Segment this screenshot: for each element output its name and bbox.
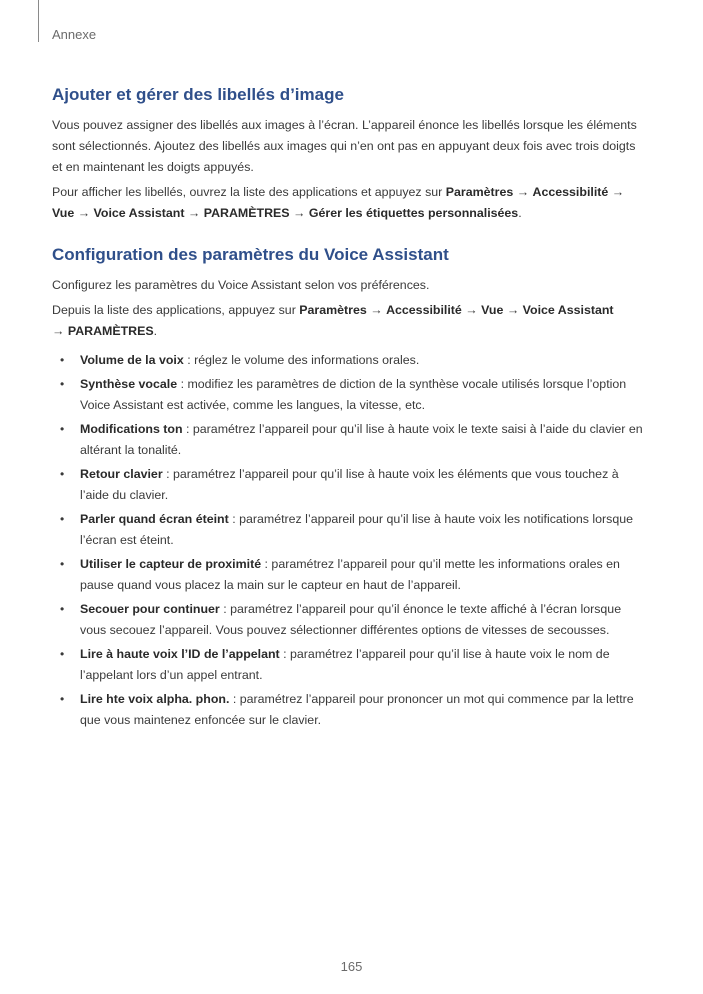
item-description: : réglez le volume des informations orales. [183, 353, 420, 367]
path-step: PARAMÈTRES [203, 206, 290, 220]
navigation-path-paragraph [52, 182, 648, 224]
navigation-path-paragraph [52, 300, 648, 342]
section-title-image-labels: Ajouter et gérer des libellés d’image [52, 85, 344, 104]
item-term: Retour clavier [80, 467, 163, 481]
path-step: Gérer les étiquettes personnalisées [308, 206, 519, 220]
item-term: Synthèse vocale [80, 377, 178, 391]
path-step: Voice Assistant [522, 303, 614, 317]
item-description: : paramétrez l’appareil pour prononcer un mot qui commence par la lettre que vous maintenez enfoncée sur le clavier. [80, 692, 634, 727]
path-step: Vue [481, 303, 504, 317]
list-item [52, 599, 648, 641]
arrow: → [52, 324, 68, 338]
path-intro: Depuis la liste des applications, appuyez sur [52, 303, 300, 317]
arrow: → [461, 303, 482, 317]
list-item [52, 350, 648, 371]
bullet: • [60, 557, 65, 571]
list-item [52, 419, 648, 461]
page-number: 165 [340, 959, 363, 974]
running-header: Annexe [52, 27, 97, 42]
item-term: Lire hte voix alpha. phon. [80, 692, 230, 706]
item-term: Lire à haute voix l’ID de l’appelant [80, 647, 280, 661]
arrow: → [366, 303, 387, 317]
path-intro: Pour afficher les libellés, ouvrez la liste des applications et appuyez sur [52, 185, 446, 199]
bullet: • [60, 692, 65, 706]
item-description: : paramétrez l’appareil pour qu’il lise à haute voix le texte saisi à l’aide du clavier en altérant la tonalité. [80, 422, 643, 457]
item-term: Secouer pour continuer [80, 602, 220, 616]
item-term: Parler quand écran éteint [80, 512, 229, 526]
arrow: → [289, 206, 309, 220]
item-description: : paramétrez l’appareil pour qu’il énonce le texte affiché à l’écran lorsque vous secouez l’appareil. Vous pouvez sélectionner différentes options de vitesses de secousses. [80, 602, 622, 637]
path-end: . [153, 324, 158, 338]
item-description: : paramétrez l’appareil pour qu’il mette les informations orales en pause quand vous placez la main sur le capteur en haut de l’appareil. [80, 557, 620, 592]
bullet: • [60, 467, 65, 481]
item-description: : modifiez les paramètres de diction de la synthèse vocale utilisés lorsque l’option Voice Assistant est activée, comme les langues, la vitesse, etc. [80, 377, 627, 412]
paragraph: Vous pouvez assigner des libellés aux images à l’écran. L’appareil énonce les libellés lorsque les éléments sont sélectionnés. Ajoutez des libellés aux images qui n’en ont pas en appuyant deux fois avec trois doigts et en maintenant les doigts appuyés. [52, 118, 637, 174]
bullet: • [60, 377, 65, 391]
item-term: Volume de la voix [80, 353, 184, 367]
list-item [52, 509, 648, 551]
arrow: → [184, 206, 204, 220]
bullet: • [60, 602, 65, 616]
section-title-voice-assistant-settings: Configuration des paramètres du Voice Assistant [52, 245, 449, 264]
list-item [52, 644, 648, 686]
item-term: Utiliser le capteur de proximité [80, 557, 262, 571]
path-step: Paramètres [299, 303, 367, 317]
bullet: • [60, 647, 65, 661]
arrow: → [503, 303, 523, 317]
list-item [52, 374, 648, 416]
header-rule [38, 0, 39, 42]
path-step: Accessibilité [386, 303, 462, 317]
path-step: Voice Assistant [93, 206, 185, 220]
path-step: Accessibilité [532, 185, 609, 199]
path-end: . [518, 206, 522, 220]
paragraph: Configurez les paramètres du Voice Assistant selon vos préférences. [52, 278, 430, 292]
item-term: Modifications ton [80, 422, 183, 436]
bullet: • [60, 422, 65, 436]
item-description: : paramétrez l’appareil pour qu’il lise à haute voix les notifications lorsque l’écran est éteint. [80, 512, 634, 547]
item-description: : paramétrez l’appareil pour qu’il lise à haute voix les éléments que vous touchez à l’aide du clavier. [80, 467, 619, 502]
arrow: → [513, 185, 533, 199]
bullet: • [60, 512, 65, 526]
path-step: PARAMÈTRES [67, 324, 154, 338]
settings-list [52, 350, 648, 731]
path-step: Paramètres [445, 185, 514, 199]
bullet: • [60, 353, 65, 367]
path-step: Vue [52, 206, 75, 220]
item-description: : paramétrez l’appareil pour qu’il lise à haute voix le nom de l’appelant lors d’un appel entrant. [80, 647, 610, 682]
arrow: → [74, 206, 94, 220]
arrow: → [608, 185, 625, 199]
list-item [52, 554, 648, 596]
page-content [52, 84, 648, 734]
list-item [52, 464, 648, 506]
list-item [52, 689, 648, 731]
